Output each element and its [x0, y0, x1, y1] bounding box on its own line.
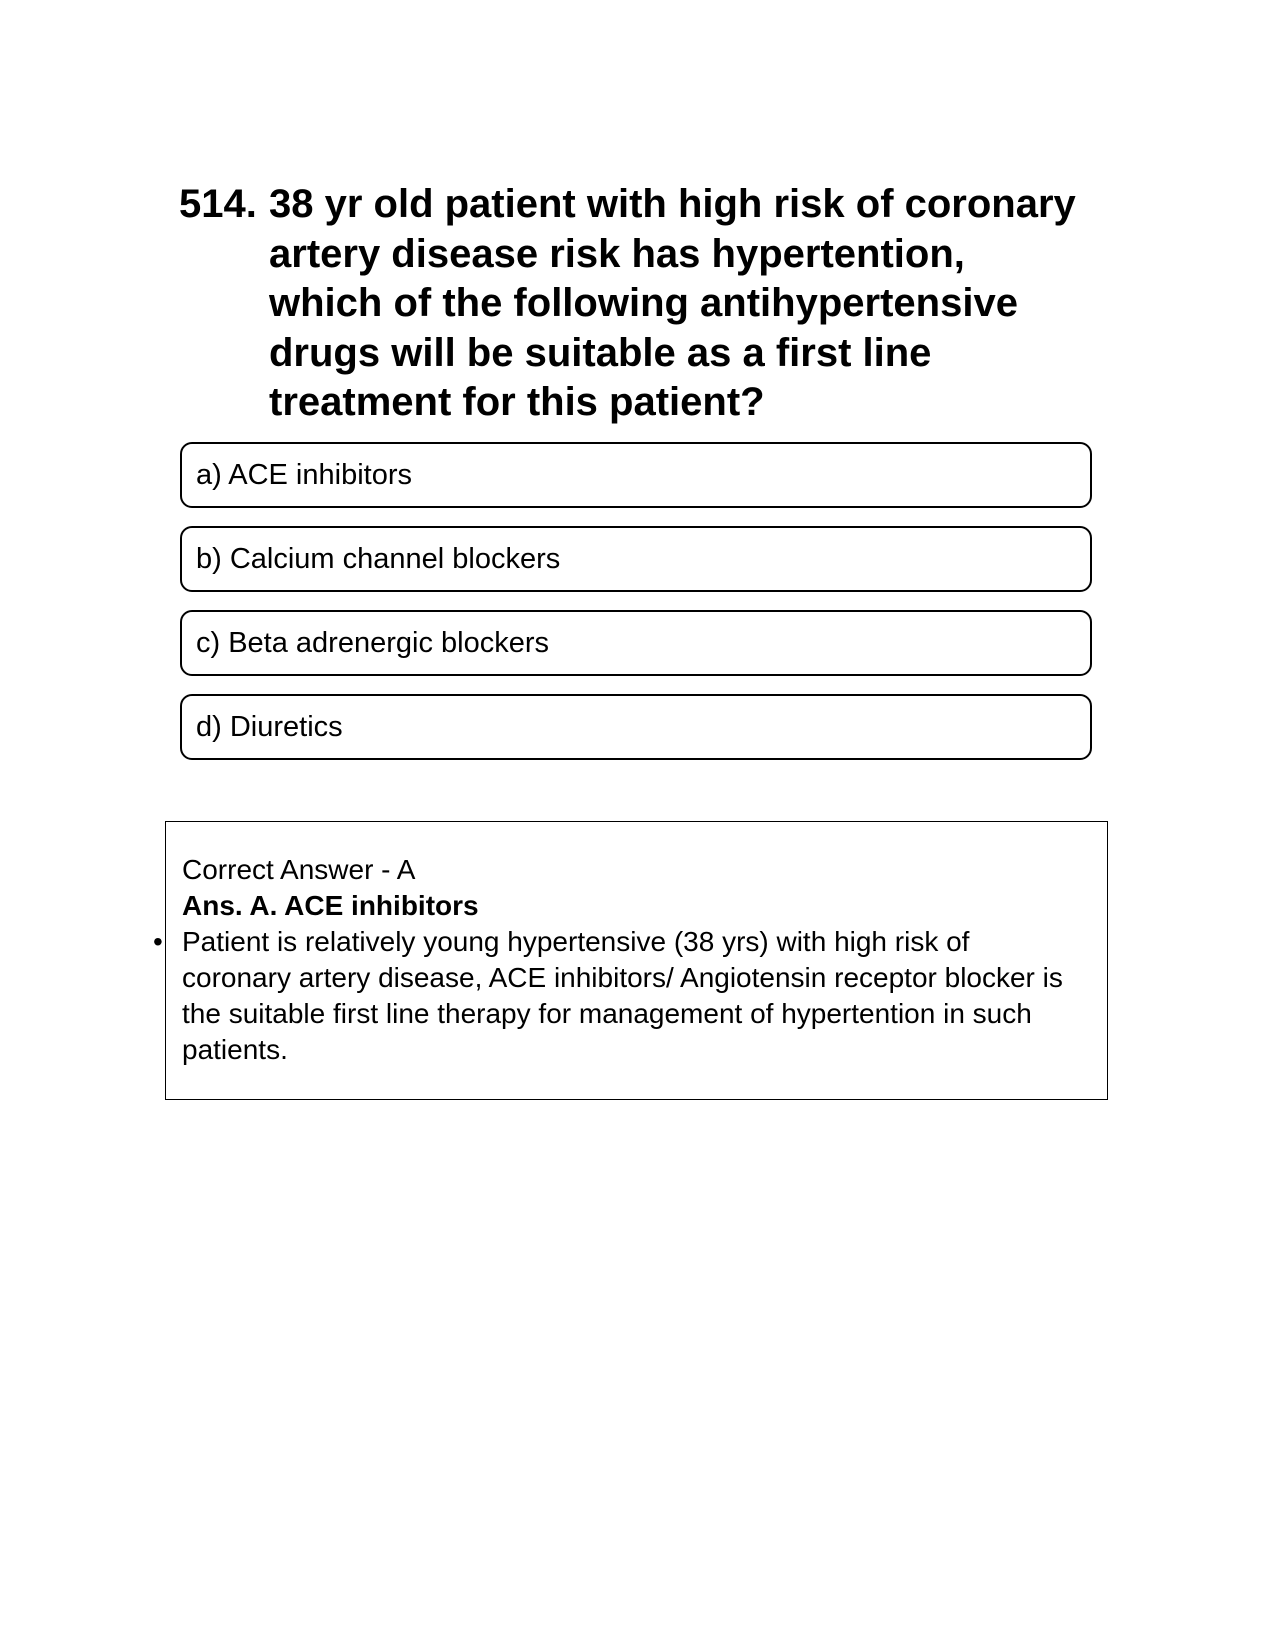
question-text: 38 yr old patient with high risk of coronary artery disease risk has hypertention, which of the following antihypertensive drugs will be suitable as a first line treatment for this patient? — [269, 182, 1076, 424]
bullet-icon: • — [153, 926, 163, 957]
question-number: 514. — [179, 182, 257, 226]
option-c[interactable]: c) Beta adrenergic blockers — [180, 610, 1092, 676]
answer-box — [153, 821, 1108, 1100]
option-d[interactable]: d) Diuretics — [180, 694, 1092, 760]
explanation-text: Patient is relatively young hypertensive (38 yrs) with high risk of coronary artery disease, ACE inhibitors/ Angiotensin receptor blocker is the suitable first line therapy for management of hypertention in such patients. — [182, 926, 1063, 1065]
question — [179, 180, 1079, 428]
answer-title: Ans. A. ACE inhibitors — [182, 890, 479, 921]
correct-answer-label: Correct Answer - A — [182, 854, 416, 885]
explanation — [153, 924, 1082, 1068]
option-b[interactable]: b) Calcium channel blockers — [180, 526, 1092, 592]
option-a[interactable]: a) ACE inhibitors — [180, 442, 1092, 508]
